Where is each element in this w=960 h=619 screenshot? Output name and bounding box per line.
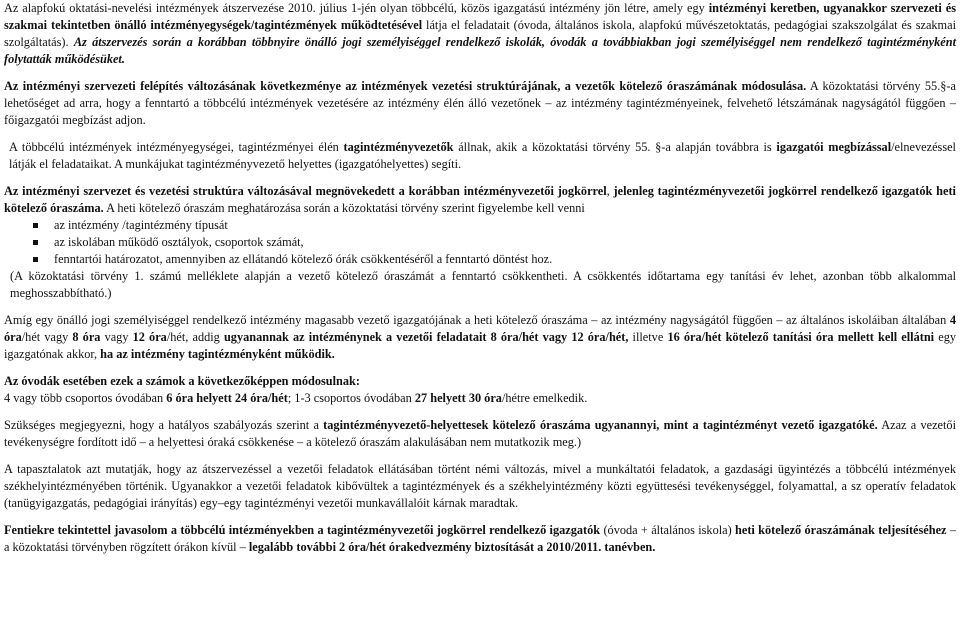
paragraph-hours-increase (4, 183, 956, 217)
text-segment: illetve (628, 330, 668, 344)
square-bullet-icon (33, 240, 38, 245)
text-segment: ; 1-3 csoportos óvodában (287, 391, 415, 405)
text-segment: /elnevezéssel látják el feladataikat. A munkájukat tagintézményvezető helyettes (igazgatóhelyettes) segíti. (9, 140, 956, 171)
bold-segment: 16 óra/hét kötelező tanítási óra mellett kell ellátni (667, 330, 935, 344)
list-item (54, 251, 956, 268)
list-item (54, 234, 956, 251)
text-segment: (óvoda + általános iskola) (600, 523, 736, 537)
text-segment: Azaz a vezetői tevékenységre fordított idő – a helyettesi óraká csökkenése – a kötelező óraszám alakulásában nem mutatkozik meg.) (4, 418, 956, 449)
bold-segment: Az intézményi szervezet és vezetési struktúra változásával megnövekedett a korábban intézményvezetői jogkörrel (4, 184, 607, 198)
text-segment: Szükséges megjegyezni, hogy a hatályos szabályozás szerint a (4, 418, 324, 432)
list-item-text: fenntartói határozatot, amennyiben az ellátandó kötelező órák csökkentéséről a fenntartó döntést hoz. (54, 252, 553, 266)
text-segment: vagy (100, 330, 133, 344)
text-segment: látja el feladatait (óvoda, általános iskola, alapfokú művészetoktatás, pedagógiai szakszolgálat és szakmai szolgáltatás). (4, 18, 956, 49)
square-bullet-icon (33, 223, 38, 228)
list-item (54, 217, 956, 234)
text-segment: A heti kötelező óraszám meghatározása során a közoktatási törvény szerint figyelembe kell venni (103, 201, 585, 215)
bold-segment: tagintézményvezető-helyettesek kötelező óraszáma ugyanannyi, mint a tagintézményt vezető igazgatóké. (323, 418, 878, 432)
paragraph-restructuring (4, 0, 956, 68)
bold-segment: ha az intézmény tagintézményként működik. (100, 347, 335, 361)
text-segment: A közoktatási törvény 55.§-a lehetőséget ad arra, hogy a fenntartó a többcélú intézmények vezetésére az intézmény élén álló vezetőnek – az intézmény tagintézményeinek, felvehető létszámának nagyságától függően – főigazgatói megbízást adjon. (4, 79, 956, 127)
bold-segment: 12 óra (132, 330, 167, 344)
paragraph-experience (4, 461, 956, 512)
text-segment: Amíg egy önálló jogi személyiséggel rendelkező intézmény magasabb vezető igazgatójának a heti kötelező óraszáma – az intézmény nagyságától függően – az általános iskoláiban általában (4, 313, 950, 327)
text-segment: A tapasztalatok azt mutatják, hogy az átszervezéssel a vezetői feladatok ellátásában történt némi változás, mivel a munkáltatói feladatok, a gazdasági ügyintézés a többcélú intézmények székhelyintézményében történik. Ugyanakkor a vezetői feladatok kibővültek a tagintézmények és a székhelyintézmény közti együttesési tevékenységgel, folyamattal, a sz operatív feladatok (tanügyigazgatás, pedagógiai irányítás) egy–egy tagintézményi vezetői munkavállalóit kárnak maradtak. (4, 462, 956, 510)
text-segment: Az alapfokú oktatási-nevelési intézmények átszervezése 2010. július 1-jén olyan többcélú, közös igazgatású intézmény jön létre, amely egy (4, 1, 709, 15)
square-bullet-icon (33, 257, 38, 262)
paragraph-proposal (4, 522, 956, 556)
text-segment: /hét, addig (166, 330, 224, 344)
text-segment: állnak, akik a közoktatási törvény 55. §-a alapján továbbra is (453, 140, 777, 154)
bold-segment: 8 óra (72, 330, 101, 344)
paragraph-kindergarten-heading (4, 373, 956, 390)
bold-segment: 6 óra helyett 24 óra/hét (166, 391, 288, 405)
bold-segment: jelenleg tagintézményvezetői jogkörrel rendelkező igazgatók heti kötelező óraszáma. (4, 184, 956, 215)
text-segment: A többcélú intézmények intézményegységei, tagintézményei élén (9, 140, 344, 154)
bold-segment: Az intézményi szervezeti felépítés változásának következménye az intézmények vezetési struktúrájának, a vezetők kötelező óraszámának módosulása. (4, 79, 807, 93)
criteria-list (4, 217, 956, 268)
text-segment: /hétre emelkedik. (501, 391, 588, 405)
bold-italic-segment: Az átszervezés során a korábban többnyire önálló jogi személyiséggel rendelkező iskolák, óvodák a továbbiakban jogi személyiséggel nem rendelkező tagintézményként folytatták működésüket. (4, 35, 956, 66)
text-segment: – a közoktatási törvényben rögzített órákon kívül – (4, 523, 956, 554)
bold-segment: legalább további 2 óra/hét órakedvezmény biztosítását a 2010/2011. tanévben. (248, 540, 656, 554)
paragraph-hours-comparison (4, 312, 956, 363)
paragraph-unit-leaders (4, 139, 956, 173)
bold-segment: Fentiekre tekintettel javasolom a többcélú intézményekben a tagintézményvezetői jogkörrel rendelkező igazgatók (4, 523, 601, 537)
paragraph-kindergarten (4, 390, 956, 407)
text-segment: /hét vagy (21, 330, 73, 344)
bold-segment: 27 helyett 30 óra (414, 391, 502, 405)
bold-heading: Az óvodák esetében ezek a számok a következőképpen módosulnak: (4, 374, 360, 388)
bold-segment: tagintézményvezetők (343, 140, 454, 154)
paragraph-law-note: (A közoktatási törvény 1. számú melléklete alapján a vezető kötelező óraszámát a fenntartó csökkentheti. A csökkentés időtartama egy tanítási év lehet, azonban több alkalommal meghosszabbítható.) (10, 269, 956, 300)
bold-segment: ugyanannak az intézménynek a vezetői feladatait 8 óra/hét vagy 12 óra/hét, (223, 330, 629, 344)
text-segment: egy igazgatónak akkor, (4, 330, 956, 361)
text-segment: , (606, 184, 614, 198)
bold-segment: heti kötelező óraszámának teljesítéséhez (735, 523, 947, 537)
paragraph-deputies (4, 417, 956, 451)
bold-segment: 4 óra (4, 313, 956, 344)
bold-segment: igazgatói megbízással (776, 140, 892, 154)
bold-segment: intézményi keretben, ugyanakkor szervezeti és szakmai tekintetben önálló intézményegységek/tagintézmények működtetésével (4, 1, 957, 32)
paragraph-structure-change (4, 78, 956, 129)
text-segment: 4 vagy több csoportos óvodában (4, 391, 167, 405)
list-item-text: az iskolában működő osztályok, csoportok számát, (54, 235, 304, 249)
list-item-text: az intézmény /tagintézmény típusát (54, 218, 228, 232)
